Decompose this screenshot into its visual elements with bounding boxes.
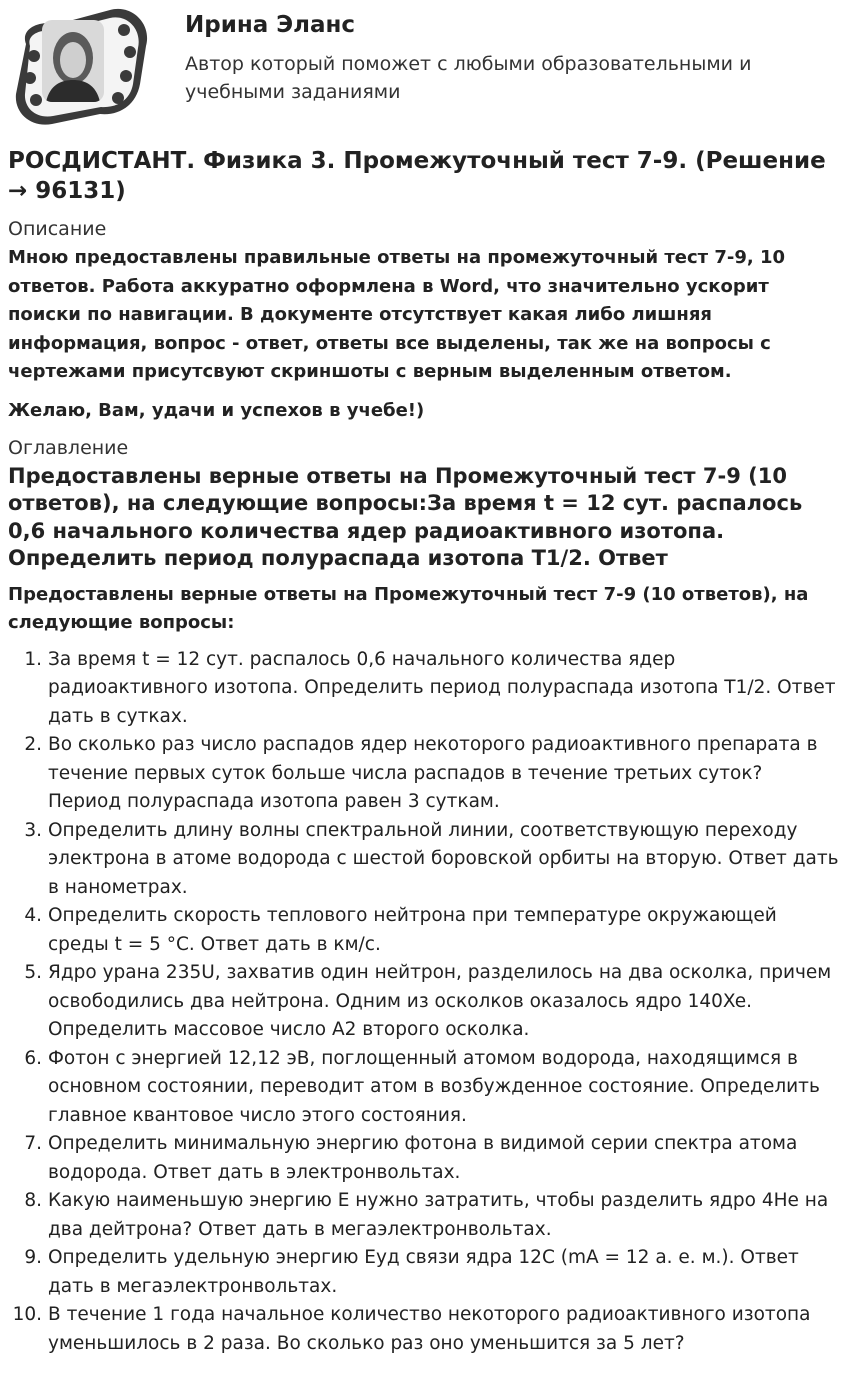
avatar[interactable]	[6, 6, 152, 128]
question-number: 8.	[24, 1190, 42, 1211]
question-text: Ядро урана 235U, захватив один нейтрон, разделилось на два осколка, причем освободились два нейтрона. Одним из осколков оказалось ядро 140Xe. Определить массовое число A2 второго осколка.	[48, 962, 832, 1040]
questions-list	[8, 646, 840, 1359]
intro-text: Предоставлены верные ответы на Промежуточный тест 7-9 (10 ответов), на следующие вопросы:	[8, 583, 809, 633]
question-text: В течение 1 года начальное количество некоторого радиоактивного изотопа уменьшилось в 2 раза. Во сколько раз оно уменьшится за 5 лет?	[48, 1304, 811, 1354]
question-text: Определить длину волны спектральной линии, соответствующую переходу электрона в атоме водорода с шестой боровской орбиты на вторую. Ответ дать в нанометрах.	[48, 819, 839, 898]
question-number: 5.	[24, 962, 42, 983]
question-text: Фотон с энергией 12,12 эВ, поглощенный атомом водорода, находящимся в основном состоянии, переводит атом в возбужденное состояние. Определить главное квантовое число этого состояния.	[48, 1047, 820, 1126]
list-item	[8, 1045, 840, 1131]
question-number: 10.	[12, 1304, 42, 1325]
question-number: 9.	[24, 1247, 42, 1268]
question-number: 3.	[24, 819, 42, 841]
description-text: Мною предоставлены правильные ответы на промежуточный тест 7-9, 10 ответов. Работа аккуратно оформлена в Word, что значительно ускорит поиски по навигации. В документе отсутствует какая либо лишняя информация, вопрос - ответ, ответы все выделены, так же на вопросы с чертежами присутсвуют скриншоты с верным выделенным ответом.	[8, 247, 786, 382]
list-item	[8, 1301, 840, 1358]
author-header	[0, 0, 847, 140]
question-number: 7.	[24, 1133, 42, 1154]
list-item	[8, 959, 840, 1045]
description-label: Описание	[8, 218, 107, 240]
question-number: 4.	[24, 905, 42, 926]
question-text: Во сколько раз число распадов ядер некоторого радиоактивного препарата в течение первых суток больше числа распадов в течение третьих суток? Период полураспада изотопа равен 3 суткам.	[48, 734, 818, 812]
author-name[interactable]: Ирина Эланс	[185, 12, 356, 38]
list-item	[8, 1187, 840, 1244]
question-number: 2.	[24, 734, 42, 755]
page-title: РОСДИСТАНТ. Физика 3. Промежуточный тест 7-9. (Решение → 96131)	[8, 148, 826, 204]
wish-text: Желаю, Вам, удачи и успехов в учебе!)	[8, 399, 425, 421]
list-item	[8, 817, 840, 903]
question-text: Какую наименьшую энергию E нужно затратить, чтобы разделить ядро 4He на два дейтрона? Ответ дать в мегаэлектронвольтах.	[48, 1190, 829, 1240]
question-text: Определить минимальную энергию фотона в видимой серии спектра атома водорода. Ответ дать в электронвольтах.	[48, 1133, 798, 1183]
list-item	[8, 646, 840, 732]
list-item	[8, 731, 840, 817]
question-number: 6.	[24, 1047, 42, 1069]
list-item	[8, 902, 840, 959]
question-text: Определить скорость теплового нейтрона при температуре окружающей среды t = 5 °C. Ответ дать в км/с.	[48, 905, 777, 955]
question-text: За время t = 12 сут. распалось 0,6 начального количества ядер радиоактивного изотопа. Определить период полураспада изотопа T1/2. Ответ дать в сутках.	[48, 648, 836, 727]
toc-heading: Предоставлены верные ответы на Промежуточный тест 7-9 (10 ответов), на следующие вопросы:За время t = 12 сут. распалось 0,6 начального количества ядер радиоактивного изотопа. Определить период полураспада изотопа T1/2. Ответ	[8, 463, 803, 570]
list-item	[8, 1130, 840, 1187]
toc-label: Оглавление	[8, 436, 129, 459]
avatar-film-frame-icon	[6, 6, 152, 128]
question-number: 1.	[24, 648, 42, 670]
question-text: Определить удельную энергию Eуд связи ядра 12C (mA = 12 а. е. м.). Ответ дать в мегаэлектронвольтах.	[48, 1247, 799, 1297]
author-description: Автор который поможет с любыми образовательными и учебными заданиями	[185, 53, 752, 103]
list-item	[8, 1244, 840, 1301]
document-content	[8, 146, 840, 1358]
